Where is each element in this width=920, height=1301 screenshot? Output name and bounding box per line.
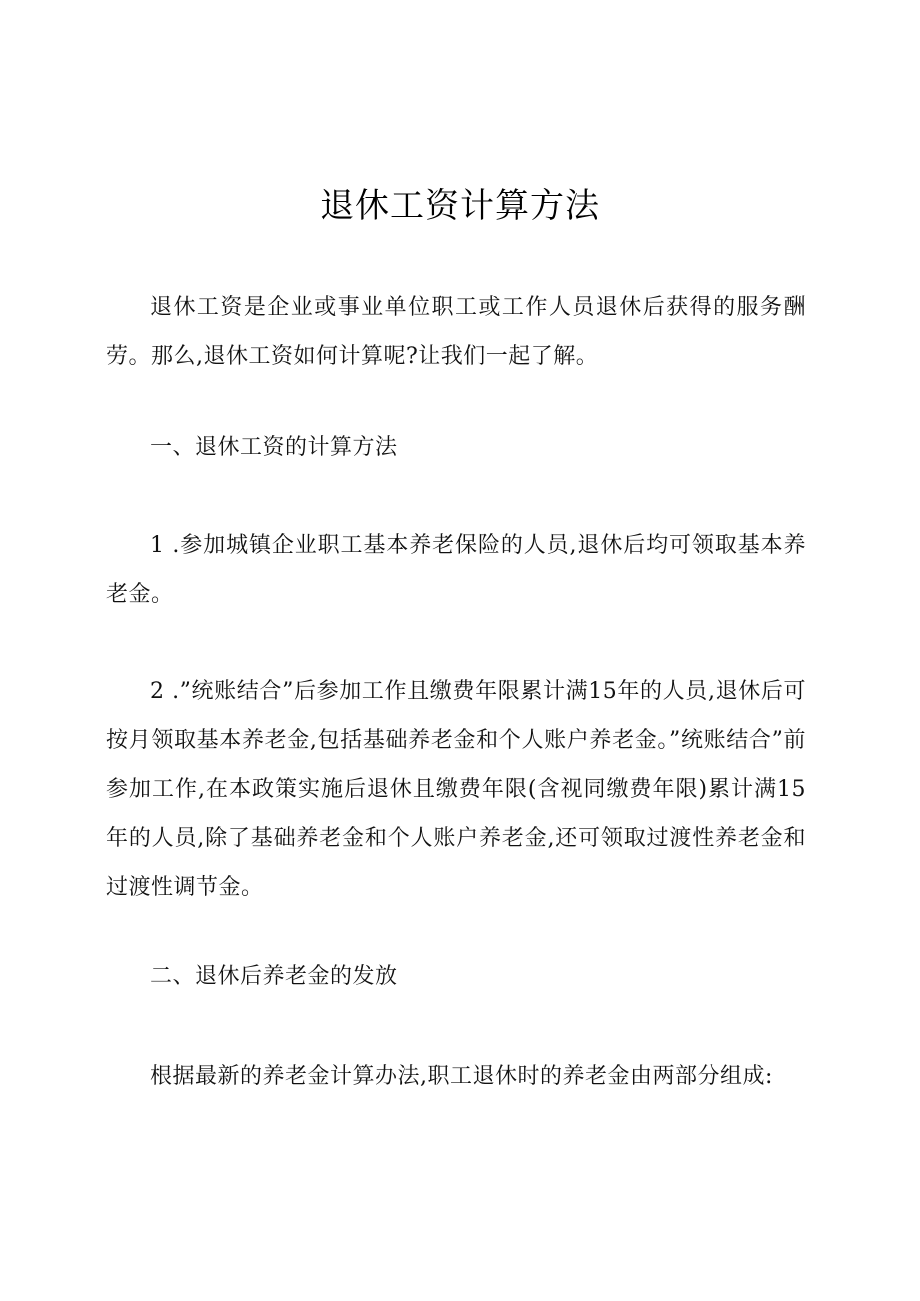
section-2-heading: 二、退休后养老金的发放: [150, 964, 398, 989]
section-1-item-2: 2 .”统账结合”后参加工作且缴费年限累计满15年的人员,退休后可按月领取基本养老金,包括基础养老金和个人账户养老金。”统账结合”前参加工作,在本政策实施后退休且缴费年限(含视同缴费年限)累计满15年的人员,除了基础养老金和个人账户养老金,还可领取过渡性养老金和过渡性调节金。: [106, 679, 806, 900]
intro-paragraph: 退休工资是企业或事业单位职工或工作人员退休后获得的服务酬劳。那么,退休工资如何计算呢?让我们一起了解。: [106, 295, 806, 369]
section-1-item-1: 1 .参加城镇企业职工基本养老保险的人员,退休后均可领取基本养老金。: [106, 533, 806, 607]
document-title: 退休工资计算方法: [320, 186, 600, 226]
section-1-heading: 一、退休工资的计算方法: [150, 435, 398, 460]
section-2-paragraph: 根据最新的养老金计算办法,职工退休时的养老金由两部分组成:: [150, 1064, 773, 1089]
